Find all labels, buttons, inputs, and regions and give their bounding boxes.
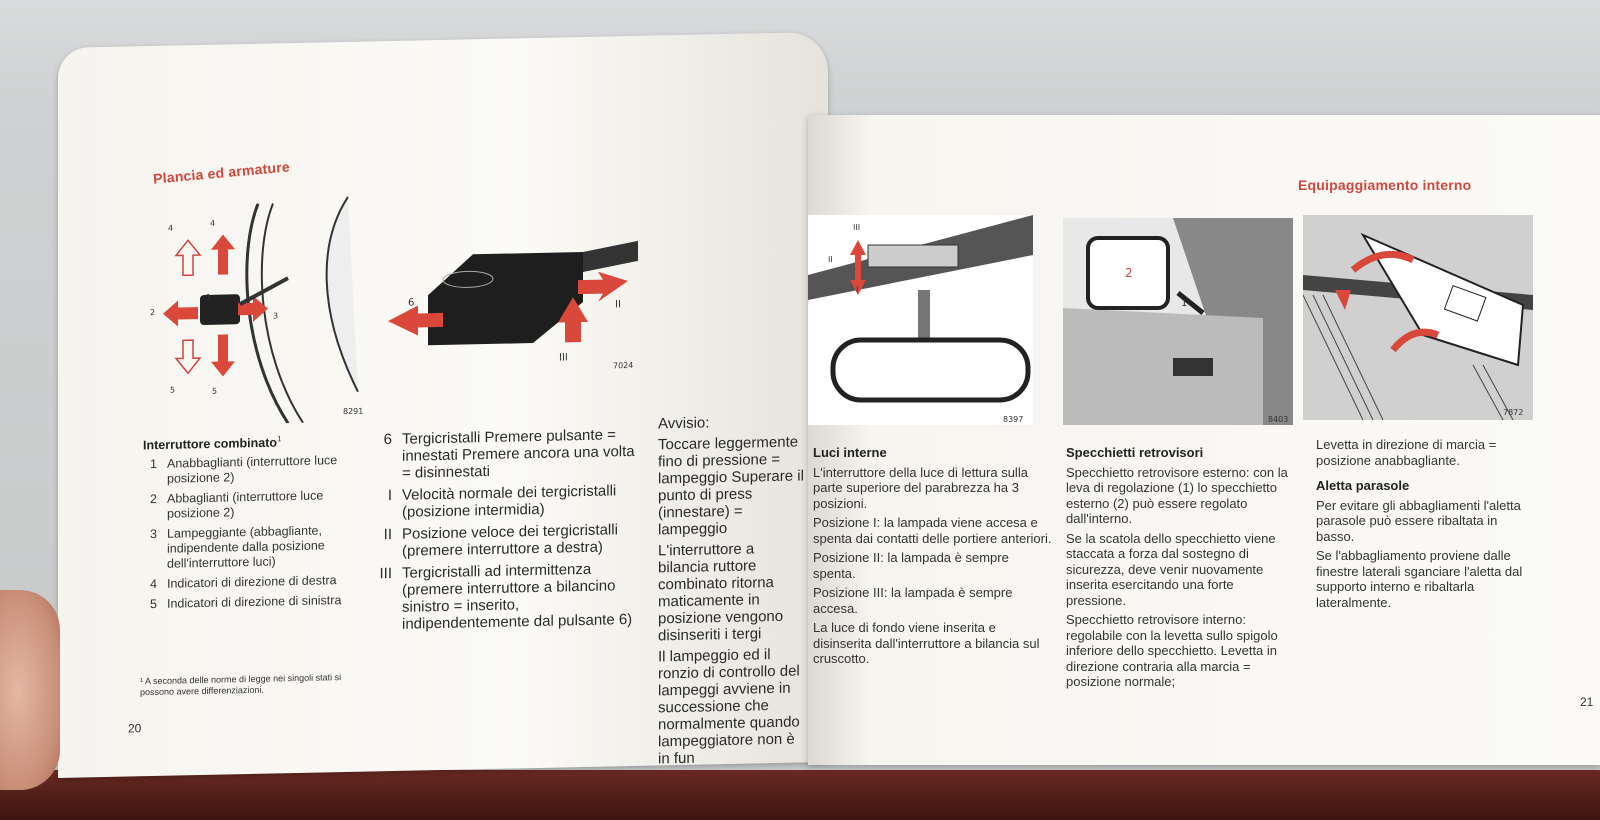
- warning-title: Avvisio:: [658, 414, 710, 433]
- fig2-arrow-label: III: [559, 352, 568, 364]
- list-item: [143, 523, 373, 573]
- interior-lights-column: [813, 445, 1053, 671]
- fig1-arrow-label: 1: [206, 292, 212, 302]
- side-mirror-figure: [1063, 218, 1293, 425]
- fig1-arrow-label: 4: [168, 223, 174, 233]
- item-text: Abbaglianti (interruttore luce posizione 2): [167, 488, 324, 521]
- list-item: [378, 560, 638, 633]
- figure-number: 8291: [343, 406, 364, 417]
- interior-light-figure: [808, 215, 1033, 425]
- combined-switch-column: [143, 429, 373, 617]
- warning-paragraphs: [658, 433, 808, 767]
- item-number: 5: [150, 597, 157, 612]
- paragraph: L'interruttore della luce di lettura sulla parte superiore del parabrezza ha 3 posizioni.: [813, 464, 1028, 511]
- list-item: [143, 573, 373, 593]
- sun-visor-heading: Aletta parasole: [1316, 478, 1410, 493]
- thumb-holding-book: [0, 590, 60, 790]
- figure-number: 7024: [613, 360, 634, 371]
- sun-visor-figure: [1303, 215, 1533, 420]
- item-number: III: [379, 565, 392, 583]
- item-number: 3: [150, 527, 157, 542]
- paragraph: Specchietto retrovisore interno: regolabile con la levetta sullo spigolo inferiore dello specchietto. Levetta in direzione contraria alla marcia = posizione normale;: [1066, 612, 1278, 689]
- list-item: [143, 453, 373, 488]
- paragraph: Toccare leggermente fino di pressione = lampeggio Superare il punto di press (innestare) = lampeggio: [658, 433, 804, 539]
- sun-visor-paragraphs: [1316, 498, 1536, 611]
- mirrors-heading: Specchietti retrovisori: [1066, 445, 1204, 460]
- item-text: Tergicristalli ad intermittenza (premere interruttore a bilancino sinistro = inserito, indipendentemente dal pulsante 6): [402, 560, 633, 633]
- wiper-column: [378, 426, 638, 638]
- fig1-arrow-label: 5: [170, 385, 176, 395]
- combined-switch-figure: [148, 191, 378, 426]
- fig1-arrow-label: 2: [150, 307, 156, 318]
- item-text: Anabbaglianti (interruttore luce posizione 2): [167, 453, 338, 486]
- footnote: ¹ A seconda delle norme di legge nei singoli stati si possono avere differenziazioni.: [140, 672, 342, 698]
- sun-visor-column: [1316, 437, 1536, 614]
- table-surface: [0, 770, 1600, 820]
- item-number: II: [383, 526, 392, 544]
- fig4-arrow-label: 2: [1125, 266, 1133, 280]
- fig1-arrow-label: 5: [212, 386, 218, 396]
- mirrors-column: [1066, 445, 1296, 694]
- interior-lights-heading: Luci interne: [813, 445, 887, 460]
- list-item: [378, 426, 638, 482]
- fig3-arrow-label: I: [856, 285, 859, 294]
- figure-number: 8403: [1268, 415, 1289, 424]
- wiper-list: [378, 426, 638, 633]
- sun-visor-svg: [1303, 215, 1533, 420]
- fig2-arrow-label: 6: [408, 297, 415, 309]
- paragraph: Posizione III: la lampada è sempre accesa.: [813, 585, 1013, 616]
- item-number: 2: [150, 492, 157, 507]
- item-number: I: [387, 487, 392, 505]
- interior-light-svg: [808, 215, 1033, 425]
- section-title: Equipaggiamento interno: [1298, 177, 1472, 193]
- side-mirror-svg: [1063, 218, 1293, 425]
- left-page: [58, 32, 828, 778]
- wiper-switch-svg: [383, 221, 638, 376]
- figure-number: 8397: [1003, 415, 1024, 424]
- paragraph: Specchietto retrovisore esterno: con la leva di regolazione (1) lo specchietto esterno (2) può essere regolato dall'interno.: [1066, 464, 1288, 526]
- item-text: Posizione veloce dei tergicristalli (premere interruttore a destra): [402, 521, 618, 560]
- section-title: Plancia ed armature: [152, 158, 291, 187]
- combined-switch-heading: Interruttore combinato: [143, 435, 278, 453]
- paragraph: Posizione II: la lampada è sempre spenta.: [813, 550, 1009, 581]
- fig1-arrow-label: 4: [210, 218, 216, 228]
- fig2-arrow-label: II: [615, 299, 621, 311]
- footnote-ref: 1: [277, 434, 282, 444]
- list-item: [143, 488, 373, 523]
- paragraph: La luce di fondo viene inserita e disinserita dall'interruttore a bilancia sul cruscotto.: [813, 620, 1040, 666]
- right-page: [808, 115, 1600, 765]
- paragraph: Posizione I: la lampada viene accesa e spenta dai contatti delle portiere anteriori.: [813, 515, 1052, 546]
- item-text: Tergicristalli Premere pulsante = innestati Premere ancora una volta = disinnestati: [402, 426, 635, 482]
- item-text: Velocità normale dei tergicristalli (posizione intermidia): [402, 482, 617, 521]
- wiper-switch-figure: [383, 221, 638, 376]
- paragraph: Se l'abbagliamento proviene dalle finestre laterali sganciare l'aletta dal supporto interno e ribaltarla lateralmente.: [1316, 548, 1523, 610]
- list-item: [378, 521, 638, 560]
- paragraph: L'interruttore a bilancia ruttore combinato ritorna maticamente in posizione vengono disinseriti i tergi: [658, 540, 784, 645]
- interior-lights-paragraphs: [813, 465, 1053, 667]
- figure-number: 7872: [1503, 408, 1524, 417]
- paragraph: Se la scatola dello specchietto viene staccata a forza dal sostegno di sicurezza, deve venir nuovamente inserita esercitando una forte pressione.: [1066, 530, 1276, 608]
- mirrors-paragraphs: [1066, 465, 1296, 690]
- fig3-arrow-label: II: [828, 255, 833, 264]
- paragraph: Il lampeggio ed il ronzio di controllo del lampeggi avviene in successione che normalmente quando lampeggiatore non è in fun: [658, 646, 800, 768]
- item-number: 1: [150, 457, 157, 472]
- warning-column: [658, 412, 808, 771]
- sun-visor-intro: Levetta in direzione di marcia = posizione anabbagliante.: [1316, 437, 1497, 468]
- list-item: [378, 482, 638, 521]
- fig4-arrow-label: 1: [1181, 298, 1188, 309]
- page-number-left: 20: [128, 721, 142, 736]
- item-number: 4: [150, 577, 157, 592]
- item-number: 6: [383, 431, 392, 449]
- item-text: Indicatori di direzione di sinistra: [167, 593, 342, 611]
- item-text: Indicatori di direzione di destra: [167, 573, 337, 591]
- fig1-arrow-label: 3: [273, 311, 279, 321]
- item-text: Lampeggiante (abbagliante, indipendente dalla posizione dell'interruttore luci): [167, 523, 325, 571]
- stalk-illustration-svg: [148, 191, 378, 426]
- paragraph: Per evitare gli abbagliamenti l'aletta parasole può essere ribaltata in basso.: [1316, 497, 1521, 544]
- page-number-right: 21: [1580, 695, 1594, 709]
- fig3-arrow-label: III: [853, 223, 861, 232]
- combined-switch-list: [143, 453, 373, 613]
- list-item: [143, 593, 373, 613]
